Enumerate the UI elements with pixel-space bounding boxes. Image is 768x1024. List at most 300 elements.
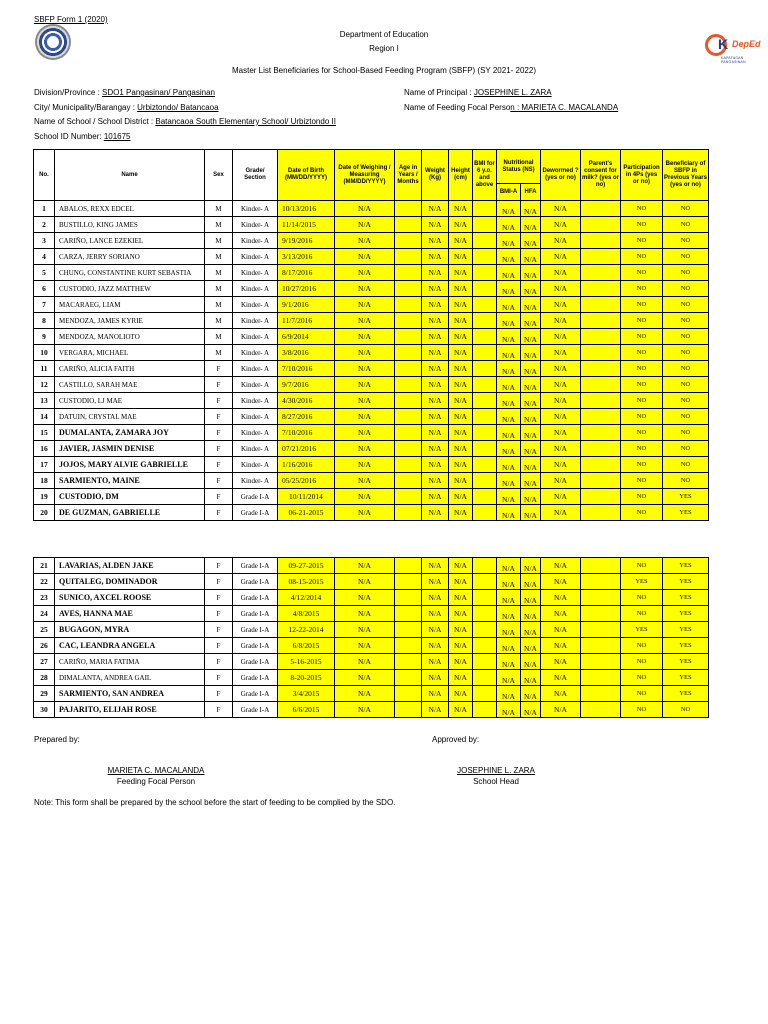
previous-beneficiary-cell: NO (663, 393, 709, 409)
grade-cell: Kinder- A (233, 345, 278, 361)
region-heading: Region I (369, 44, 399, 53)
dewormed-cell: N/A (541, 473, 581, 489)
birthdate-cell: 5-16-2015 (278, 654, 335, 670)
bmi-cell (473, 265, 497, 281)
birthdate-cell: 6/8/2015 (278, 638, 335, 654)
height-cell: N/A (449, 702, 473, 718)
age-cell (395, 265, 422, 281)
beneficiary-name: CASTILLO, SARAH MAE (55, 377, 205, 393)
bmi-a-cell: N/A (497, 489, 521, 505)
age-cell (395, 606, 422, 622)
dewormed-cell: N/A (541, 265, 581, 281)
table-row (34, 233, 709, 249)
bmi-cell (473, 393, 497, 409)
height-cell: N/A (449, 558, 473, 574)
weight-cell: N/A (422, 558, 449, 574)
grade-cell: Kinder- A (233, 249, 278, 265)
table-row (34, 622, 709, 638)
beneficiary-name: SARMIENTO, SAN ANDREA (55, 686, 205, 702)
weight-cell: N/A (422, 217, 449, 233)
bmi-a-cell: N/A (497, 590, 521, 606)
bmi-a-cell: N/A (497, 313, 521, 329)
consent-cell (581, 313, 621, 329)
previous-beneficiary-cell: NO (663, 702, 709, 718)
hfa-cell: N/A (521, 638, 541, 654)
sex-cell: F (205, 489, 233, 505)
weighing-date-cell: N/A (335, 377, 395, 393)
birthdate-cell: 6/9/2014 (278, 329, 335, 345)
beneficiary-name: PAJARITO, ELIJAH ROSE (55, 702, 205, 718)
col-dewormed: Dewormed ? (yes or no) (541, 150, 581, 201)
height-cell: N/A (449, 345, 473, 361)
height-cell: N/A (449, 473, 473, 489)
grade-cell: Kinder- A (233, 329, 278, 345)
bmi-a-cell: N/A (497, 638, 521, 654)
beneficiary-name: CARZA, JERRY SORIANO (55, 249, 205, 265)
col-grade: Grade/ Section (233, 150, 278, 201)
grade-cell: Kinder- A (233, 281, 278, 297)
col-nutritional-status: Nutritional Status (NS) (497, 150, 541, 184)
preparer-role: Feeding Focal Person (116, 777, 196, 786)
grade-cell: Kinder- A (233, 441, 278, 457)
row-number: 21 (34, 558, 55, 574)
beneficiary-name: QUITALEG, DOMINADOR (55, 574, 205, 590)
age-cell (395, 425, 422, 441)
weighing-date-cell: N/A (335, 217, 395, 233)
hfa-cell: N/A (521, 265, 541, 281)
approver-name: JOSEPHINE L. ZARA (457, 766, 535, 775)
approved-by-label: Approved by: (432, 735, 480, 744)
sex-cell: F (205, 425, 233, 441)
weight-cell: N/A (422, 622, 449, 638)
birthdate-cell: 8/27/2016 (278, 409, 335, 425)
hfa-cell: N/A (521, 622, 541, 638)
birthdate-cell: 4/8/2015 (278, 606, 335, 622)
sex-cell: M (205, 201, 233, 217)
height-cell: N/A (449, 361, 473, 377)
beneficiary-name: AVES, HANNA MAE (55, 606, 205, 622)
dewormed-cell: N/A (541, 361, 581, 377)
fourps-cell: NO (621, 201, 663, 217)
hfa-cell: N/A (521, 670, 541, 686)
previous-beneficiary-cell: NO (663, 265, 709, 281)
birthdate-cell: 6/6/2015 (278, 702, 335, 718)
height-cell: N/A (449, 654, 473, 670)
col-name: Name (55, 150, 205, 201)
beneficiary-name: ABALOS, REXX EDCEL (55, 201, 205, 217)
previous-beneficiary-cell: NO (663, 361, 709, 377)
table-row (34, 217, 709, 233)
fourps-cell: NO (621, 505, 663, 521)
bmi-a-cell: N/A (497, 558, 521, 574)
weighing-date-cell: N/A (335, 409, 395, 425)
birthdate-cell: 06-21-2015 (278, 505, 335, 521)
birthdate-cell: 4/12/2014 (278, 590, 335, 606)
dewormed-cell: N/A (541, 377, 581, 393)
table-row (34, 345, 709, 361)
consent-cell (581, 265, 621, 281)
city-info: City/ Municipality/Barangay : Urbiztondo/ Batancaoa (34, 103, 219, 112)
weighing-date-cell: N/A (335, 702, 395, 718)
weight-cell: N/A (422, 233, 449, 249)
dewormed-cell: N/A (541, 217, 581, 233)
sex-cell: M (205, 313, 233, 329)
bmi-a-cell: N/A (497, 425, 521, 441)
row-number: 17 (34, 457, 55, 473)
grade-cell: Grade I-A (233, 505, 278, 521)
hfa-cell: N/A (521, 574, 541, 590)
table-row (34, 329, 709, 345)
age-cell (395, 622, 422, 638)
weighing-date-cell: N/A (335, 473, 395, 489)
row-number: 30 (34, 702, 55, 718)
hfa-cell: N/A (521, 489, 541, 505)
table-row (34, 265, 709, 281)
age-cell (395, 670, 422, 686)
bmi-a-cell: N/A (497, 409, 521, 425)
fourps-cell: NO (621, 441, 663, 457)
table-row (34, 249, 709, 265)
table-row (34, 702, 709, 718)
consent-cell (581, 505, 621, 521)
dewormed-cell: N/A (541, 441, 581, 457)
table-row (34, 361, 709, 377)
previous-beneficiary-cell: NO (663, 377, 709, 393)
previous-beneficiary-cell: YES (663, 558, 709, 574)
table-row (34, 201, 709, 217)
bmi-a-cell: N/A (497, 249, 521, 265)
height-cell: N/A (449, 297, 473, 313)
school-info: Name of School / School District : Batancaoa South Elementary School/ Urbiztondo II (34, 117, 336, 126)
weighing-date-cell: N/A (335, 201, 395, 217)
table-row (34, 686, 709, 702)
height-cell: N/A (449, 393, 473, 409)
hfa-cell: N/A (521, 297, 541, 313)
sex-cell: M (205, 329, 233, 345)
weighing-date-cell: N/A (335, 345, 395, 361)
consent-cell (581, 425, 621, 441)
weighing-date-cell: N/A (335, 441, 395, 457)
consent-cell (581, 457, 621, 473)
age-cell (395, 590, 422, 606)
approver-role: School Head (473, 777, 519, 786)
row-number: 6 (34, 281, 55, 297)
previous-beneficiary-cell: YES (663, 574, 709, 590)
bmi-cell (473, 622, 497, 638)
previous-beneficiary-cell: YES (663, 670, 709, 686)
birthdate-cell: 11/7/2016 (278, 313, 335, 329)
grade-cell: Grade I-A (233, 686, 278, 702)
grade-cell: Kinder- A (233, 425, 278, 441)
previous-beneficiary-cell: NO (663, 313, 709, 329)
sex-cell: M (205, 281, 233, 297)
row-number: 25 (34, 622, 55, 638)
previous-beneficiary-cell: NO (663, 281, 709, 297)
beneficiary-name: SARMIENTO, MAINE (55, 473, 205, 489)
grade-cell: Grade I-A (233, 606, 278, 622)
weight-cell: N/A (422, 281, 449, 297)
bmi-a-cell: N/A (497, 457, 521, 473)
weighing-date-cell: N/A (335, 622, 395, 638)
sex-cell: F (205, 361, 233, 377)
grade-cell: Kinder- A (233, 361, 278, 377)
table-row (34, 670, 709, 686)
bmi-cell (473, 638, 497, 654)
bmi-cell (473, 670, 497, 686)
age-cell (395, 345, 422, 361)
grade-cell: Grade I-A (233, 590, 278, 606)
consent-cell (581, 393, 621, 409)
consent-cell (581, 409, 621, 425)
grade-cell: Kinder- A (233, 233, 278, 249)
hfa-cell: N/A (521, 281, 541, 297)
consent-cell (581, 702, 621, 718)
sex-cell: M (205, 217, 233, 233)
previous-beneficiary-cell: NO (663, 217, 709, 233)
height-cell: N/A (449, 441, 473, 457)
col-bmi: BMI for 6 y.o. and above (473, 150, 497, 201)
hfa-cell: N/A (521, 313, 541, 329)
sex-cell: F (205, 505, 233, 521)
consent-cell (581, 441, 621, 457)
weight-cell: N/A (422, 345, 449, 361)
row-number: 23 (34, 590, 55, 606)
sex-cell: M (205, 297, 233, 313)
weight-cell: N/A (422, 441, 449, 457)
previous-beneficiary-cell: NO (663, 441, 709, 457)
weighing-date-cell: N/A (335, 249, 395, 265)
bmi-a-cell: N/A (497, 702, 521, 718)
age-cell (395, 457, 422, 473)
grade-cell: Kinder- A (233, 457, 278, 473)
beneficiary-name: CARIÑO, MARIA FATIMA (55, 654, 205, 670)
dewormed-cell: N/A (541, 425, 581, 441)
bmi-a-cell: N/A (497, 505, 521, 521)
grade-cell: Kinder- A (233, 217, 278, 233)
bmi-a-cell: N/A (497, 329, 521, 345)
sex-cell: M (205, 345, 233, 361)
consent-cell (581, 590, 621, 606)
bmi-cell (473, 329, 497, 345)
age-cell (395, 329, 422, 345)
consent-cell (581, 377, 621, 393)
bmi-a-cell: N/A (497, 393, 521, 409)
previous-beneficiary-cell: YES (663, 686, 709, 702)
weighing-date-cell: N/A (335, 638, 395, 654)
hfa-cell: N/A (521, 361, 541, 377)
consent-cell (581, 606, 621, 622)
age-cell (395, 201, 422, 217)
dewormed-cell: N/A (541, 297, 581, 313)
sex-cell: F (205, 574, 233, 590)
col-height: Height (cm) (449, 150, 473, 201)
height-cell: N/A (449, 377, 473, 393)
height-cell: N/A (449, 217, 473, 233)
consent-cell (581, 489, 621, 505)
height-cell: N/A (449, 265, 473, 281)
previous-beneficiary-cell: NO (663, 201, 709, 217)
height-cell: N/A (449, 489, 473, 505)
bmi-a-cell: N/A (497, 622, 521, 638)
dewormed-cell: N/A (541, 606, 581, 622)
hfa-cell: N/A (521, 409, 541, 425)
consent-cell (581, 329, 621, 345)
grade-cell: Kinder- A (233, 409, 278, 425)
consent-cell (581, 670, 621, 686)
col-previous-beneficiary: Beneficiary of SBFP in Previous Years (yes or no) (663, 150, 709, 201)
bmi-cell (473, 505, 497, 521)
weight-cell: N/A (422, 505, 449, 521)
row-number: 5 (34, 265, 55, 281)
focal-person-info: Name of Feeding Focal Person : MARIETA C. MACALANDA (404, 103, 619, 112)
table-row (34, 457, 709, 473)
weight-cell: N/A (422, 654, 449, 670)
previous-beneficiary-cell: YES (663, 622, 709, 638)
beneficiary-name: CARIÑO, ALICIA FAITH (55, 361, 205, 377)
bmi-cell (473, 249, 497, 265)
grade-cell: Grade I-A (233, 558, 278, 574)
fourps-cell: NO (621, 489, 663, 505)
height-cell: N/A (449, 233, 473, 249)
bmi-a-cell: N/A (497, 686, 521, 702)
fourps-cell: NO (621, 329, 663, 345)
dewormed-cell: N/A (541, 249, 581, 265)
grade-cell: Grade I-A (233, 638, 278, 654)
col-bmi-a: BMI-A (497, 184, 521, 201)
school-id-info: School ID Number: 101675 (34, 132, 131, 141)
age-cell (395, 217, 422, 233)
age-cell (395, 574, 422, 590)
weight-cell: N/A (422, 638, 449, 654)
birthdate-cell: 4/30/2016 (278, 393, 335, 409)
weighing-date-cell: N/A (335, 457, 395, 473)
previous-beneficiary-cell: YES (663, 590, 709, 606)
hfa-cell: N/A (521, 686, 541, 702)
col-sex: Sex (205, 150, 233, 201)
sex-cell: F (205, 409, 233, 425)
preparer-name: MARIETA C. MACALANDA (107, 766, 205, 775)
birthdate-cell: 8/17/2016 (278, 265, 335, 281)
weighing-date-cell: N/A (335, 574, 395, 590)
fourps-cell: NO (621, 686, 663, 702)
table-row (34, 489, 709, 505)
hfa-cell: N/A (521, 249, 541, 265)
age-cell (395, 654, 422, 670)
height-cell: N/A (449, 409, 473, 425)
weighing-date-cell: N/A (335, 505, 395, 521)
hfa-cell: N/A (521, 590, 541, 606)
bmi-a-cell: N/A (497, 606, 521, 622)
age-cell (395, 313, 422, 329)
hfa-cell: N/A (521, 425, 541, 441)
table-row (34, 590, 709, 606)
weighing-date-cell: N/A (335, 670, 395, 686)
bmi-cell (473, 425, 497, 441)
deped-logo-icon: K DepEd KAPATAGAN PANGASINAN (705, 34, 755, 62)
bmi-a-cell: N/A (497, 233, 521, 249)
birthdate-cell: 10/27/2016 (278, 281, 335, 297)
bmi-a-cell: N/A (497, 265, 521, 281)
bmi-cell (473, 574, 497, 590)
dewormed-cell: N/A (541, 558, 581, 574)
row-number: 12 (34, 377, 55, 393)
row-number: 22 (34, 574, 55, 590)
weighing-date-cell: N/A (335, 393, 395, 409)
bmi-a-cell: N/A (497, 377, 521, 393)
bmi-a-cell: N/A (497, 297, 521, 313)
beneficiary-name: BUGAGON, MYRA (55, 622, 205, 638)
bmi-cell (473, 281, 497, 297)
hfa-cell: N/A (521, 345, 541, 361)
fourps-cell: NO (621, 233, 663, 249)
row-number: 15 (34, 425, 55, 441)
fourps-cell: NO (621, 425, 663, 441)
beneficiary-name: DE GUZMAN, GABRIELLE (55, 505, 205, 521)
hfa-cell: N/A (521, 558, 541, 574)
sex-cell: F (205, 638, 233, 654)
consent-cell (581, 297, 621, 313)
dewormed-cell: N/A (541, 590, 581, 606)
birthdate-cell: 12-22-2014 (278, 622, 335, 638)
bmi-cell (473, 233, 497, 249)
row-number: 19 (34, 489, 55, 505)
birthdate-cell: 05/25/2016 (278, 473, 335, 489)
previous-beneficiary-cell: NO (663, 425, 709, 441)
height-cell: N/A (449, 201, 473, 217)
row-number: 16 (34, 441, 55, 457)
weighing-date-cell: N/A (335, 281, 395, 297)
grade-cell: Grade I-A (233, 654, 278, 670)
table-row (34, 638, 709, 654)
bmi-cell (473, 606, 497, 622)
hfa-cell: N/A (521, 606, 541, 622)
sex-cell: F (205, 393, 233, 409)
bmi-cell (473, 377, 497, 393)
weighing-date-cell: N/A (335, 313, 395, 329)
table-row (34, 409, 709, 425)
sex-cell: M (205, 265, 233, 281)
sex-cell: F (205, 654, 233, 670)
row-number: 18 (34, 473, 55, 489)
beneficiary-name: JAVIER, JASMIN DENISE (55, 441, 205, 457)
grade-cell: Kinder- A (233, 265, 278, 281)
age-cell (395, 473, 422, 489)
row-number: 9 (34, 329, 55, 345)
table-row (34, 574, 709, 590)
fourps-cell: NO (621, 558, 663, 574)
fourps-cell: NO (621, 654, 663, 670)
table-row (34, 425, 709, 441)
weighing-date-cell: N/A (335, 686, 395, 702)
row-number: 10 (34, 345, 55, 361)
sex-cell: F (205, 590, 233, 606)
birthdate-cell: 9/19/2016 (278, 233, 335, 249)
sex-cell: F (205, 702, 233, 718)
bmi-cell (473, 702, 497, 718)
fourps-cell: NO (621, 265, 663, 281)
birthdate-cell: 7/10/2016 (278, 361, 335, 377)
weighing-date-cell: N/A (335, 489, 395, 505)
weight-cell: N/A (422, 574, 449, 590)
dewormed-cell: N/A (541, 393, 581, 409)
hfa-cell: N/A (521, 217, 541, 233)
grade-cell: Grade I-A (233, 489, 278, 505)
dewormed-cell: N/A (541, 313, 581, 329)
dewormed-cell: N/A (541, 457, 581, 473)
division-info: Division/Province : SDO1 Pangasinan/ Pangasinan (34, 88, 215, 97)
height-cell: N/A (449, 425, 473, 441)
weight-cell: N/A (422, 393, 449, 409)
